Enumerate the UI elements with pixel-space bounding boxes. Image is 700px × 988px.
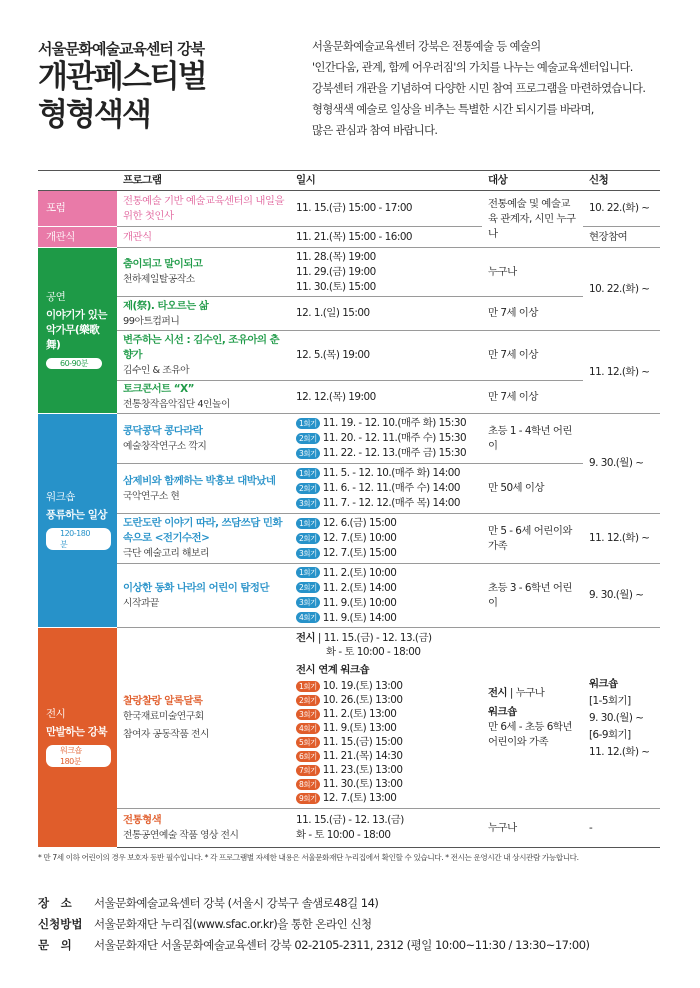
session-date: 12. 7.(토) 15:00 bbox=[322, 547, 397, 559]
session-date: 11. 30.(토) 13:00 bbox=[322, 778, 403, 790]
intro-line: '인간다움, 관계, 함께 어우러짐'의 가치를 나누는 예술교육센터입니다. bbox=[312, 61, 633, 74]
intro-line: 서울문화예술교육센터 강북은 전통예술 등 예술의 bbox=[312, 40, 541, 53]
target-label: 워크숍 bbox=[488, 706, 517, 718]
session-badge: 1회기 bbox=[296, 518, 320, 529]
info-value: 서울문화예술교육센터 강북 (서울시 강북구 솔샘로48길 14) bbox=[94, 896, 379, 910]
apply: 11. 12.(화) ~ bbox=[589, 745, 650, 758]
apply: 10. 22.(화) ~ bbox=[583, 191, 660, 227]
session-list bbox=[296, 679, 476, 805]
date: 12. 12.(목) 19:00 bbox=[290, 381, 482, 414]
target: 전통예술 및 예술교육 관계자, 시민 누구나 bbox=[482, 191, 583, 248]
table-row bbox=[38, 381, 660, 414]
category-title: 만발하는 강북 bbox=[46, 725, 108, 738]
program-org: 천하제일탈공작소 bbox=[123, 274, 195, 285]
apply: 11. 12.(화) ~ bbox=[583, 331, 660, 414]
session-date: 12. 6.(금) 15:00 bbox=[322, 517, 397, 529]
target: 초등 1 - 4학년 어린이 bbox=[482, 414, 583, 464]
program-note: 참여자 공동작품 전시 bbox=[123, 729, 209, 740]
intro-line: 강북센터 개관을 기념하여 다양한 시민 참여 프로그램을 마련하였습니다. bbox=[312, 82, 646, 95]
target: 만 50세 이상 bbox=[482, 464, 583, 514]
session-date: 11. 5. - 12. 10.(매주 화) 14:00 bbox=[322, 467, 460, 479]
session-badge: 9회기 bbox=[296, 793, 320, 804]
target: 초등 3 - 6학년 어린이 bbox=[482, 564, 583, 628]
session-date: 11. 7. - 12. 12.(매주 목) 14:00 bbox=[322, 497, 460, 509]
footnote: * 만 7세 이하 어린이의 경우 보호자 동반 필수입니다. * 각 프로그램별 자세한 내용은 서울문화재단 누리집에서 확인할 수 있습니다. * 전시는 운영시간 내 상시관람 가능합니다. bbox=[38, 853, 579, 862]
info-contact bbox=[38, 937, 590, 953]
session-date: 11. 2.(토) 10:00 bbox=[322, 566, 397, 579]
page-title bbox=[38, 58, 206, 134]
program-name: 삼제비와 함께하는 박흥보 대박났네 bbox=[123, 474, 276, 487]
date: 11. 30.(토) 15:00 bbox=[296, 280, 376, 293]
header-subtitle: 서울문화예술교육센터 강북 bbox=[38, 40, 205, 58]
session-item bbox=[296, 679, 476, 693]
date: 11. 21.(목) 15:00 - 16:00 bbox=[290, 227, 482, 248]
category-forum: 포럼 bbox=[38, 191, 117, 227]
session-badge: 2회기 bbox=[296, 533, 320, 544]
session-badge: 8회기 bbox=[296, 779, 320, 790]
duration-badge: 워크숍 180분 bbox=[46, 745, 111, 767]
date: 11. 15.(금) 15:00 - 17:00 bbox=[290, 191, 482, 227]
col-program: 프로그램 bbox=[117, 171, 290, 191]
apply-group: [6-9회기] bbox=[589, 728, 631, 741]
table-row bbox=[38, 248, 660, 297]
date: 11. 28.(목) 19:00 bbox=[296, 250, 376, 263]
apply: 현장참여 bbox=[583, 227, 660, 248]
session-badge: 1회기 bbox=[296, 468, 320, 479]
category-workshop bbox=[38, 414, 117, 628]
session-date: 10. 19.(토) 13:00 bbox=[322, 680, 403, 692]
session-badge: 2회기 bbox=[296, 695, 320, 706]
intro-line: 형형색색 예술로 일상을 비추는 특별한 시간 되시기를 바라며, bbox=[312, 103, 594, 116]
apply: 9. 30.(월) ~ bbox=[589, 711, 644, 724]
table-row bbox=[38, 514, 660, 564]
session-date: 11. 6. - 12. 11.(매주 수) 14:00 bbox=[322, 482, 460, 494]
info-label: 문 의 bbox=[38, 938, 72, 952]
session-badge: 3회기 bbox=[296, 498, 320, 509]
date: 12. 5.(목) 19:00 bbox=[290, 331, 482, 381]
target: 누구나 bbox=[482, 809, 583, 848]
session-date: 11. 19. - 12. 10.(매주 화) 15:30 bbox=[322, 417, 467, 429]
session-item bbox=[296, 791, 476, 805]
session-item bbox=[296, 735, 476, 749]
apply: 9. 30.(월) ~ bbox=[583, 564, 660, 628]
session-badge: 5회기 bbox=[296, 737, 320, 748]
exhibit-label: 전시 bbox=[296, 632, 316, 644]
target: 만 7세 이상 bbox=[482, 381, 583, 414]
program-name: 전통형색 bbox=[123, 814, 162, 826]
date: 11. 15.(금) - 12. 13.(금) bbox=[296, 814, 404, 826]
date: 화 - 토 10:00 - 18:00 bbox=[296, 829, 391, 841]
session-badge: 3회기 bbox=[296, 448, 320, 459]
session-badge: 4회기 bbox=[296, 612, 320, 623]
program-name: 콩닥콩닥 콩다라락 bbox=[123, 424, 203, 437]
info-label: 신청방법 bbox=[38, 917, 83, 931]
session-date: 11. 23.(토) 13:00 bbox=[322, 764, 403, 776]
program-org: 전통창작음악집단 4인놀이 bbox=[123, 399, 230, 410]
program-org: 99아트컴퍼니 bbox=[123, 315, 180, 327]
apply: 10. 22.(화) ~ bbox=[583, 248, 660, 331]
session-badge: 7회기 bbox=[296, 765, 320, 776]
title-line: 형형색색 bbox=[38, 97, 150, 133]
table-row bbox=[38, 331, 660, 381]
category-title: 풍류하는 일상 bbox=[46, 508, 108, 521]
apply: 11. 12.(화) ~ bbox=[583, 514, 660, 564]
program-table bbox=[38, 170, 660, 848]
category-performance bbox=[38, 248, 117, 414]
program-org: 전통공연예술 작품 영상 전시 bbox=[123, 830, 239, 841]
category-exhibition bbox=[38, 628, 117, 848]
program-name: 춤이되고 말이되고 bbox=[123, 258, 203, 270]
program-name: 이상한 동화 나라의 어린이 탐정단 bbox=[123, 581, 269, 594]
session-badge: 6회기 bbox=[296, 751, 320, 762]
session-badge: 3회기 bbox=[296, 709, 320, 720]
session-badge: 1회기 bbox=[296, 681, 320, 692]
session-date: 11. 15.(금) 15:00 bbox=[322, 736, 403, 748]
info-location bbox=[38, 895, 378, 911]
table-row bbox=[38, 564, 660, 628]
apply: 9. 30.(월) ~ bbox=[583, 414, 660, 514]
duration-badge: 120-180분 bbox=[46, 528, 111, 550]
target: 누구나 bbox=[482, 248, 583, 297]
program-org: 극단 예술고리 해보리 bbox=[123, 548, 209, 559]
category-title: 이야기가 있는 악가무(樂歌舞) bbox=[46, 309, 108, 351]
session-badge: 3회기 bbox=[296, 548, 320, 559]
workshop-label: 전시 연계 워크숍 bbox=[296, 664, 369, 676]
category-label: 워크숍 bbox=[46, 490, 75, 503]
exhibit-period: 11. 15.(금) - 12. 13.(금) bbox=[323, 632, 432, 644]
program-name: 찰랑찰랑 알록달록 bbox=[123, 695, 203, 707]
title-line: 개관페스티벌 bbox=[38, 59, 206, 95]
program-name: 변주하는 시선 : 김수인, 조유아의 춘향가 bbox=[123, 334, 280, 361]
table-row: 전시 만발하는 강북 워크숍 180분 찰랑찰랑 알록달록 한국재료미술연구회 참여자 공동작품 전시 전시 | 11. 15.(금) - 12. 13.(금) 화 - 토 10:00 - 18:00 전시 연계 워크숍 1회기 10. 19.(토) 13:00 2회기 10. 26.(토) 13:00 3회기 11. 2.(토) 13:00 4회기 11. 9.(토) 13:00 5회기 11. 15.(금) 15:00 6회기 11. 21.(목) 14:30 7회기 11. 23.(토) 13:00 8회기 11. 30.(토) 13:00 9회기 12. 7.(토) 13:00 전시 | 누구나 워크숍 만 6세 - 초등 6학년 어린이와 가족 워크숍 [1-5회기] 9. 30.(월) ~ [6-9회기] 11. 12.(화) ~ bbox=[38, 628, 660, 809]
apply-label: 워크숍 bbox=[589, 677, 618, 690]
category-label: 공연 bbox=[46, 291, 66, 303]
session-date: 11. 2.(토) 13:00 bbox=[322, 708, 397, 720]
date: 12. 1.(일) 15:00 bbox=[290, 297, 482, 331]
info-label: 장 소 bbox=[38, 896, 72, 910]
info-apply-method bbox=[38, 916, 372, 932]
session-item bbox=[296, 749, 476, 763]
target: 만 7세 이상 bbox=[482, 297, 583, 331]
program-name: 개관식 bbox=[117, 227, 290, 248]
date: 11. 29.(금) 19:00 bbox=[296, 265, 376, 278]
table-row bbox=[38, 191, 660, 227]
col-date: 일시 bbox=[290, 171, 482, 191]
duration-badge: 60-90분 bbox=[46, 358, 102, 369]
program-name: 토크콘서트 “X” bbox=[123, 383, 194, 395]
session-badge: 1회기 bbox=[296, 567, 320, 578]
target: 만 7세 이상 bbox=[482, 331, 583, 381]
target: 만 5 - 6세 어린이와 가족 bbox=[482, 514, 583, 564]
session-date: 11. 9.(토) 13:00 bbox=[322, 722, 397, 734]
session-item bbox=[296, 693, 476, 707]
table-row bbox=[38, 809, 660, 848]
target: 누구나 bbox=[515, 687, 545, 699]
session-date: 11. 2.(토) 14:00 bbox=[322, 581, 397, 594]
info-value: 서울문화재단 누리집(www.sfac.or.kr)을 통한 온라인 신청 bbox=[94, 917, 372, 931]
category-label: 전시 bbox=[46, 707, 66, 720]
session-date: 11. 21.(목) 14:30 bbox=[322, 750, 403, 762]
session-badge: 2회기 bbox=[296, 433, 320, 444]
session-badge: 2회기 bbox=[296, 483, 320, 494]
target-label: 전시 bbox=[488, 687, 508, 699]
session-badge: 2회기 bbox=[296, 582, 320, 593]
intro-text bbox=[312, 36, 672, 141]
session-date: 12. 7.(토) 10:00 bbox=[322, 532, 397, 544]
apply-group: [1-5회기] bbox=[589, 694, 631, 707]
session-badge: 4회기 bbox=[296, 723, 320, 734]
exhibit-hours: 화 - 토 10:00 - 18:00 bbox=[326, 646, 421, 658]
info-value: 서울문화재단 서울문화예술교육센터 강북 02-2105-2311, 2312 (평일 10:00~11:30 / 13:30~17:00) bbox=[94, 938, 590, 952]
table-row bbox=[38, 414, 660, 464]
col-target: 대상 bbox=[482, 171, 583, 191]
session-date: 11. 20. - 12. 11.(매주 수) 15:30 bbox=[322, 432, 467, 444]
program-name: 전통예술 기반 예술교육센터의 내일을 위한 첫인사 bbox=[117, 191, 290, 227]
program-org: 김수인 & 조유아 bbox=[123, 365, 190, 376]
session-item bbox=[296, 777, 476, 791]
session-date: 11. 9.(토) 10:00 bbox=[322, 596, 397, 609]
program-org: 한국재료미술연구회 bbox=[123, 711, 204, 722]
target: 만 6세 - 초등 6학년 어린이와 가족 bbox=[488, 721, 572, 748]
program-org: 국악연구소 현 bbox=[123, 490, 180, 502]
program-name: 도란도란 이야기 따라, 쓰담쓰담 민화속으로 <전기수전> bbox=[123, 517, 282, 544]
session-item bbox=[296, 763, 476, 777]
session-date: 11. 22. - 12. 13.(매주 금) 15:30 bbox=[322, 447, 467, 459]
session-date: 10. 26.(토) 13:00 bbox=[322, 694, 403, 706]
category-opening: 개관식 bbox=[38, 227, 117, 248]
table-row bbox=[38, 464, 660, 514]
program-org: 예술창작연구소 깍지 bbox=[123, 440, 207, 452]
program-org: 시작과끝 bbox=[123, 597, 159, 609]
session-badge: 3회기 bbox=[296, 597, 320, 608]
session-date: 11. 9.(토) 14:00 bbox=[322, 611, 397, 624]
session-badge: 1회기 bbox=[296, 418, 320, 429]
intro-line: 많은 관심과 참여 바랍니다. bbox=[312, 124, 438, 137]
col-empty bbox=[38, 171, 117, 191]
program-name: 제(祭). 타오르는 삶 bbox=[123, 299, 209, 312]
session-item bbox=[296, 707, 476, 721]
session-date: 12. 7.(토) 13:00 bbox=[322, 792, 397, 804]
session-item bbox=[296, 721, 476, 735]
table-row bbox=[38, 297, 660, 331]
apply: - bbox=[583, 809, 660, 848]
col-apply: 신청 bbox=[583, 171, 660, 191]
